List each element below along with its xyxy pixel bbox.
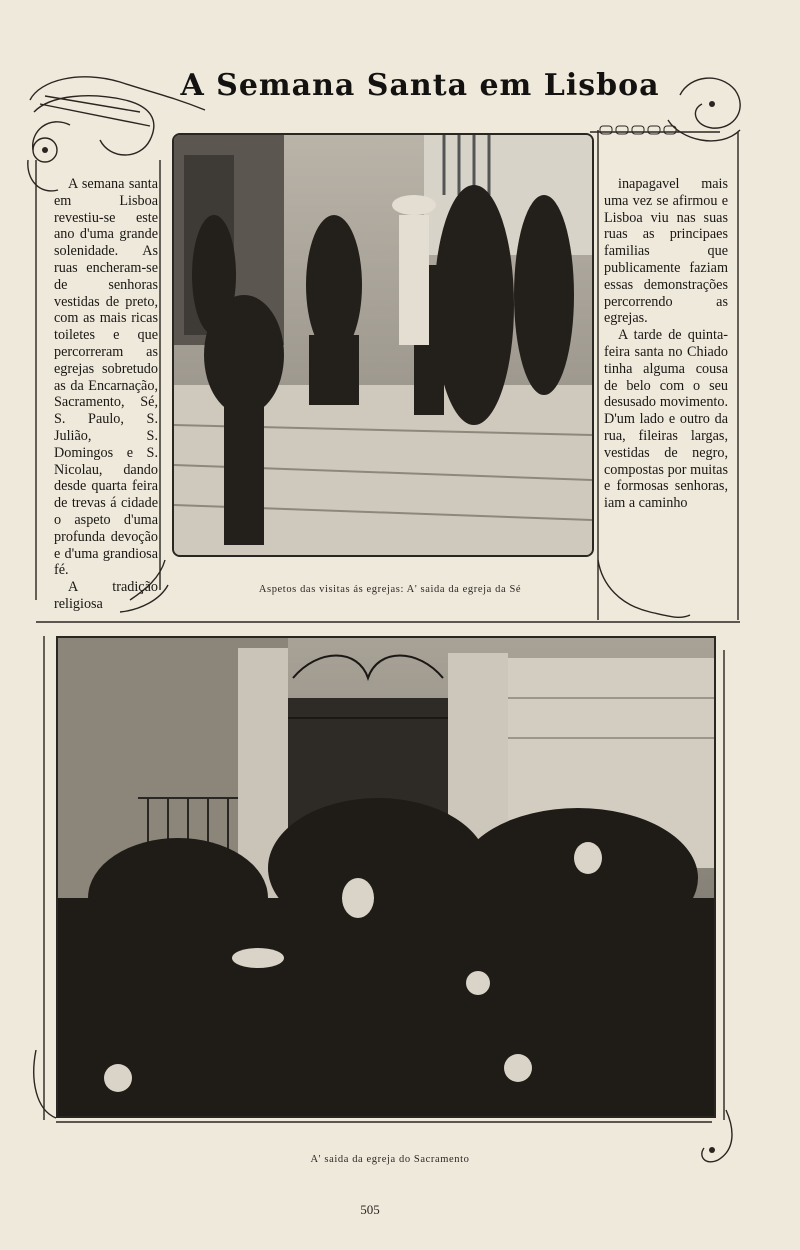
photo-se-church-exit <box>172 133 594 557</box>
left-text-column <box>54 176 158 613</box>
photo-illustration <box>58 638 714 1116</box>
bottom-photo-caption: A' saida da egreja do Sacramento <box>310 1154 470 1165</box>
right-text-column <box>604 176 728 512</box>
left-paragraph-2: A tradição religiosa <box>54 579 158 612</box>
article-title: A Semana Santa em Lisboa <box>180 68 660 103</box>
photo-illustration <box>174 135 592 555</box>
right-paragraph-2: A tarde de quinta-feira santa no Chiado tinha alguma cousa de belo com o seu desusado movimento. D'um lado e outro da rua, fileiras largas, vestidas de negro, compostas por muitas e formosas senhoras, iam a caminho <box>604 327 728 512</box>
photo-sacramento-church-exit <box>56 636 716 1118</box>
right-paragraph-1: inapagavel mais uma vez se afirmou e Lisboa viu nas suas ruas as principaes familias que publicamente faziam essas demonstrações percorrendo as egrejas. <box>604 176 728 327</box>
top-photo-caption: Aspetos das visitas ás egrejas: A' saida da egreja da Sé <box>258 584 522 595</box>
page-number: 505 <box>360 1202 380 1217</box>
left-paragraph-1: A semana santa em Lisboa revestiu-se este ano d'uma grande solenidade. As ruas encheram-se de senhoras vestidas de preto, com as mais ricas toiletes e que percorreram as egrejas sobretudo as da Encarnação, Sacramento, Sé, S. Paulo, S. Julião, S. Domingos e S. Nicolau, dando desde quarta feira de trevas á cidade o aspeto d'uma profunda devoção e d'uma grandiosa fé. <box>54 176 158 579</box>
